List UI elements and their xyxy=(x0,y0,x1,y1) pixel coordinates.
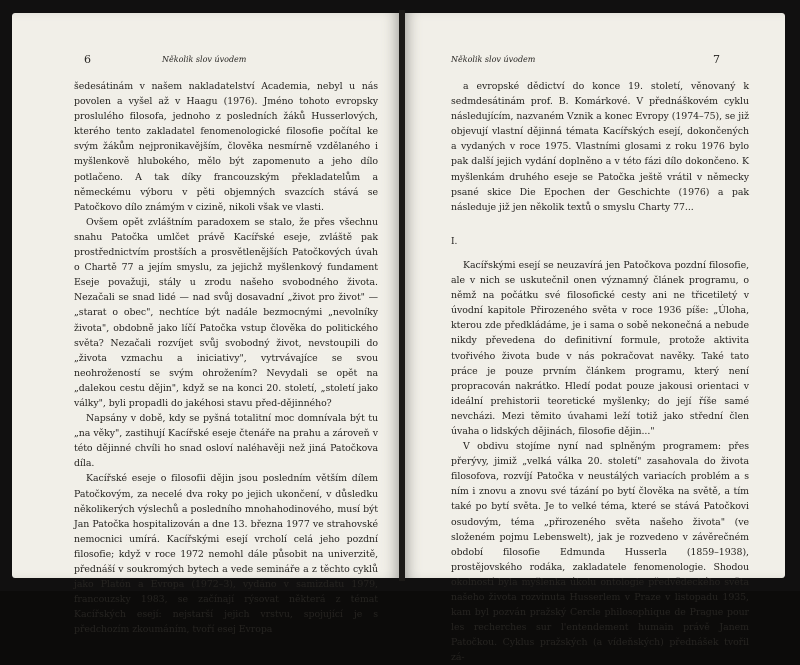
right-page-number: 7 xyxy=(713,53,720,66)
left-page xyxy=(12,13,399,636)
left-paragraph-1: šedesátinám v našem nakladatelství Academia, nebyl u nás povolen a vyšel až v Haagu (1976). Jméno tohoto evropsky proslulého filosofa, jednoho z posledních žáků Husserlových, kterého tento zakladatel fenomenologické filosofie počítal ke svým žákům nejpronikavějším, člověka nesmírně vzdělaného i myšlenkově hlubokého, mělo být zapomenuto a jeho dílo potlačeno. A tak díky francouzským překladatelům a německému výboru v pěti objemných svazcích stává se Patočkovo dílo známým v cizině, nikoli však ve vlasti. xyxy=(74,81,378,213)
right-paragraph-2: Kacířskými esejí se neuzavírá jen Patočkova pozdní filosofie, ale v nich se uskutečnil onen významný článek programu, o němž na počátku své filosofické cesty ani ne třicetiletý v úvodní kapitole Přirozeného světa v roce 1936 píše: „Úloha, kterou zde předkládáme, je i sama o sobě nekonečná a nebude nikdy převedena do definitivní formule, protože aktivita tvořivého života bude v nás pokračovat navěky. Také tato práce je pouze prvním článkem programu, který není propracován nakrátko. Hledí podat pouze jakousi orientaci v ideální prehistorii teoretické myšlenky; do její říše samé nevcházi. Mezi těmito úvahami leží totiž jako střední člen úvaha o lidských dějinách, filosofie dějin..." xyxy=(451,259,749,437)
left-page-body xyxy=(74,79,378,637)
right-page-body xyxy=(451,79,749,665)
left-paragraph-3: Napsány v době, kdy se pyšná totalitní moc domnívala být tu „na věky", zastihují Kacířské eseje čtenáře na prahu a zároveň v této dějinné chvíli ho snad osloví naléhavěji než jiná Patočkova díla. xyxy=(74,413,378,470)
left-paragraph-2: Ovšem opět zvláštním paradoxem se stalo, že přes všechnu snahu Patočka umlčet právě Kacířské eseje, zvláště pak prostřednictvím prostších a prosvětlenějších Patočkových úvah o Chartě 77 a jejím smyslu, za jejichž myšlenkový fundament Eseje považuji, stály u zrodu našeho svobodného života. Nezačali se snad lidé — nad svůj dosavadní „život pro život" — „starat o obec", nechtíce být nadále bezmocnými „nevolníky života", obdobně jako líčí Patočka vstup člověka do politického světa? Nezačali rozvíjet svůj svobodný život, nevstoupili do „života vzmachu a iniciativy", vytrvávajíce se svou neohrožeností se svým ohrožením? Nevydali se opět na „dalekou cestu dějin", když se na konci 20. století, „století jako války", byli propadli do jakéhosi stavu před-dějinného? xyxy=(74,216,378,409)
right-paragraph-1: a evropské dědictví do konce 19. století, věnovaný k sedmdesátinám prof. B. Komárkové. V přednáškovém cyklu následujícím, nazvaném Vznik a konec Evropy (1974–75), se již objevují vlastní dějinná témata Kacířských esejí, dokončených a vydaných v roce 1975. Vlastními glosami z roku 1976 bylo pak další jejich vydání doplněno a v této fázi dílo dokončeno. K myšlenkám druhého eseje se Patočka ještě vrátil v německy psané skice Die Epochen der Geschichte (1976) a pak následuje již jen několik textů o smyslu Charty 77... xyxy=(451,81,749,213)
right-running-head: Několik slov úvodem xyxy=(451,55,536,64)
section-mark: I. xyxy=(451,236,458,247)
right-paragraph-3: V obdivu stojíme nyní nad splněným programem: přes přerývy, jimiž „velká válka 20. století" zasahovala do života filosofova, rozvíjí Patočka v neustálých variacích problém a s ním i znovu a znovu své tázání po bytí člověka na světě, a tím také po bytí světa. Je to velké téma, které se stává Patočkovi osudovým, téma „přirozeného světa našeho života" (ve složeném pojmu Lebenswelt), jak je rozvedeno v závěrečném období filosofie Edmunda Husserla (1859–1938), prostějovského rodáka, zakladatele fenomenologie. Shodou okolností byla myšlenka úkolu ontologie předvědeckého světa našeho života rozvinuta Husserlem v Praze v listopadu 1935, kam byl pozván pražský Cercle philosophique de Prague pour les recherches sur l'entendement humain právě Janem Patočkou. Cyklus pražských (a vídeňských) přednášek tvořil zá- xyxy=(451,441,749,664)
left-paragraph-4: Kacířské eseje o filosofii dějin jsou posledním větším dílem Patočkovým, za necelé dva roky po jejich ukončení, v důsledku několikerých výslechů a posledního mnohahodinového, musí být Jan Patočka hospitalizován a dne 13. března 1977 ve strahovské nemocnici umírá. Kacířskými esejí vrcholí celá jeho pozdní filosofie; když v roce 1972 nemohl dále působit na univerzitě, přednáší v soukromých bytech a vede semináře a z těchto cyklů jako Platón a Evropa (1972–3), vydáno v samizdatu 1979, francouzsky 1983, se začínají rýsovat některá z témat Kacířských esejí: nejstarší jejich vrstvu, spojující je s předchozím zkoumáním, tvoří esej Evropa xyxy=(74,473,378,636)
left-page-number: 6 xyxy=(84,53,91,66)
right-page xyxy=(405,13,785,664)
section-gap xyxy=(451,215,749,226)
left-running-head: Několik slov úvodem xyxy=(162,55,247,64)
